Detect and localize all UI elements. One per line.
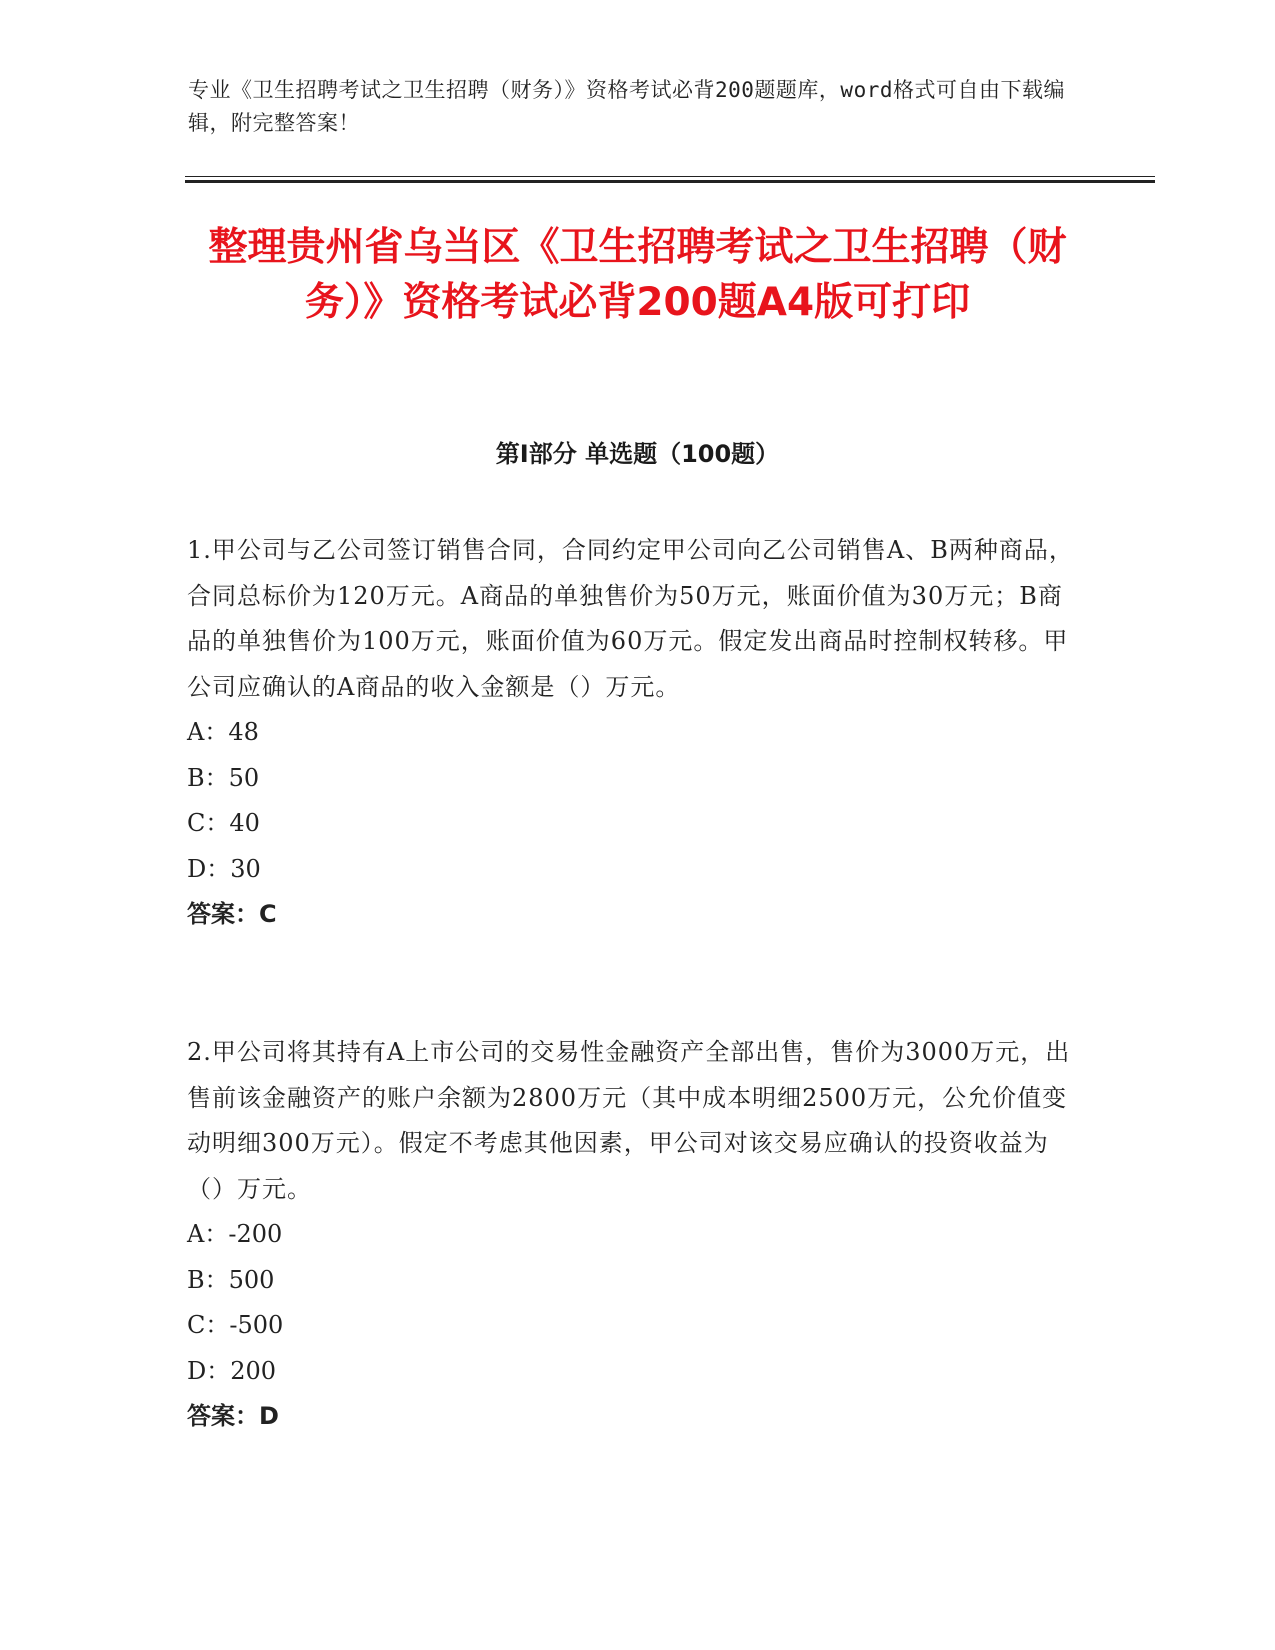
header-note: 专业《卫生招聘考试之卫生招聘（财务）》资格考试必背200题题库，word格式可自由下载编辑，附完整答案！	[188, 78, 1065, 135]
header-divider-thin	[185, 176, 1155, 177]
option-b: B：500	[187, 1265, 275, 1294]
document-title: 整理贵州省乌当区《卫生招聘考试之卫生招聘（财务）》资格考试必背200题A4版可打印	[208, 225, 1067, 325]
question-stem: 1.甲公司与乙公司签订销售合同，合同约定甲公司向乙公司销售A、B两种商品，合同总标价为120万元。A商品的单独售价为50万元，账面价值为30万元；B商品的单独售价为100万元，账面价值为60万元。假定发出商品时控制权转移。甲公司应确认的A商品的收入金额是（）万元。	[187, 536, 1074, 701]
header-divider-thick	[185, 180, 1155, 183]
answer-line: 答案：C	[187, 900, 277, 928]
option-b: B：50	[187, 763, 260, 792]
option-c: C：-500	[187, 1311, 284, 1339]
option-d: D：200	[187, 1356, 277, 1385]
section-heading: 第I部分 单选题（100题）	[495, 440, 780, 468]
question-1	[187, 528, 1077, 938]
question-2	[187, 1030, 1077, 1440]
option-d: D：30	[187, 854, 261, 883]
option-a: A：48	[187, 718, 259, 746]
answer-line: 答案：D	[187, 1402, 279, 1430]
question-stem: 2.甲公司将其持有A上市公司的交易性金融资产全部出售，售价为3000万元，出售前该金融资产的账户余额为2800万元（其中成本明细2500万元，公允价值变动明细300万元）。假定不考虑其他因素，甲公司对该交易应确认的投资收益为（）万元。	[187, 1038, 1071, 1203]
option-c: C：40	[187, 809, 260, 837]
option-a: A：-200	[187, 1220, 283, 1248]
